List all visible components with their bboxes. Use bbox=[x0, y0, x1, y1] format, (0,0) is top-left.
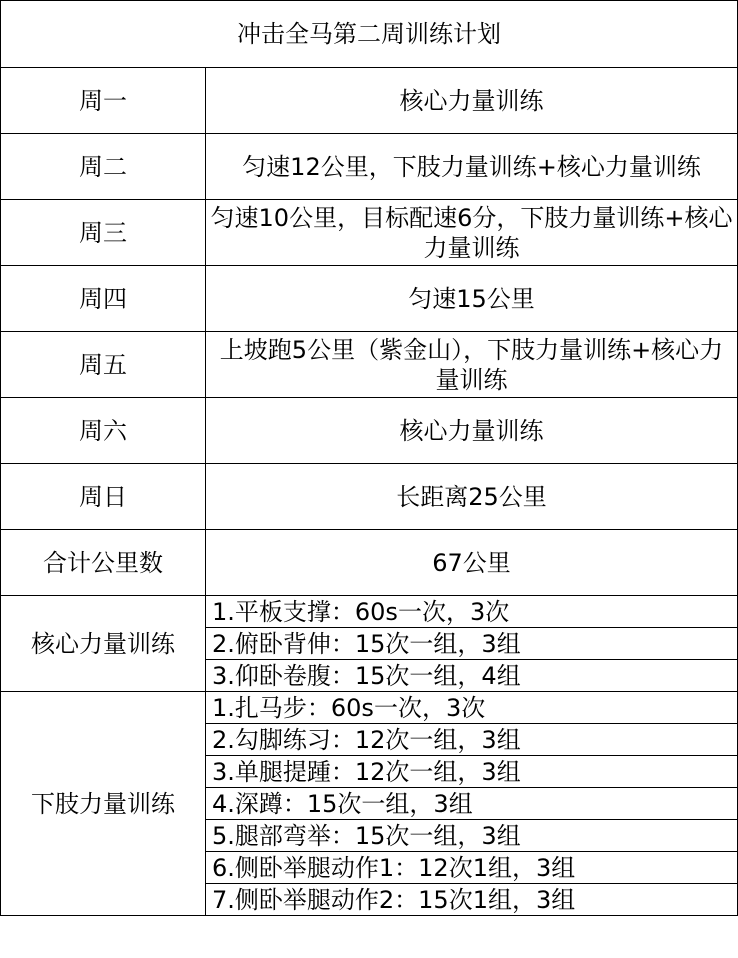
day-label: 周六 bbox=[1, 398, 206, 464]
day-label: 周四 bbox=[1, 266, 206, 332]
day-label: 周一 bbox=[1, 68, 206, 134]
list-item: 2.俯卧背伸：15次一组，3组 bbox=[206, 628, 738, 660]
title-row bbox=[1, 1, 738, 68]
day-plan: 核心力量训练 bbox=[206, 68, 738, 134]
lower-training-row bbox=[1, 692, 738, 724]
total-label: 合计公里数 bbox=[1, 530, 206, 596]
core-training-label: 核心力量训练 bbox=[1, 596, 206, 692]
list-item: 4.深蹲：15次一组，3组 bbox=[206, 788, 738, 820]
list-item: 1.平板支撑：60s一次，3次 bbox=[206, 596, 738, 628]
table-row bbox=[1, 134, 738, 200]
day-plan: 上坡跑5公里（紫金山），下肢力量训练+核心力量训练 bbox=[206, 332, 738, 398]
day-plan: 匀速15公里 bbox=[206, 266, 738, 332]
list-item: 5.腿部弯举：15次一组，3组 bbox=[206, 820, 738, 852]
day-plan: 匀速12公里，下肢力量训练+核心力量训练 bbox=[206, 134, 738, 200]
total-row bbox=[1, 530, 738, 596]
plan-title: 冲击全马第二周训练计划 bbox=[1, 1, 738, 68]
day-plan: 核心力量训练 bbox=[206, 398, 738, 464]
lower-training-label: 下肢力量训练 bbox=[1, 692, 206, 916]
list-item: 2.勾脚练习：12次一组，3组 bbox=[206, 724, 738, 756]
table-row bbox=[1, 332, 738, 398]
day-label: 周五 bbox=[1, 332, 206, 398]
day-label: 周日 bbox=[1, 464, 206, 530]
list-item: 3.单腿提踵：12次一组，3组 bbox=[206, 756, 738, 788]
list-item: 7.侧卧举腿动作2：15次1组，3组 bbox=[206, 884, 738, 916]
day-label: 周二 bbox=[1, 134, 206, 200]
day-plan: 匀速10公里，目标配速6分，下肢力量训练+核心力量训练 bbox=[206, 200, 738, 266]
list-item: 3.仰卧卷腹：15次一组，4组 bbox=[206, 660, 738, 692]
table-row bbox=[1, 68, 738, 134]
day-plan: 长距离25公里 bbox=[206, 464, 738, 530]
table-row bbox=[1, 200, 738, 266]
day-label: 周三 bbox=[1, 200, 206, 266]
table-row bbox=[1, 398, 738, 464]
core-training-row bbox=[1, 596, 738, 628]
total-value: 67公里 bbox=[206, 530, 738, 596]
table-row bbox=[1, 464, 738, 530]
list-item: 1.扎马步：60s一次，3次 bbox=[206, 692, 738, 724]
list-item: 6.侧卧举腿动作1：12次1组，3组 bbox=[206, 852, 738, 884]
table-row bbox=[1, 266, 738, 332]
